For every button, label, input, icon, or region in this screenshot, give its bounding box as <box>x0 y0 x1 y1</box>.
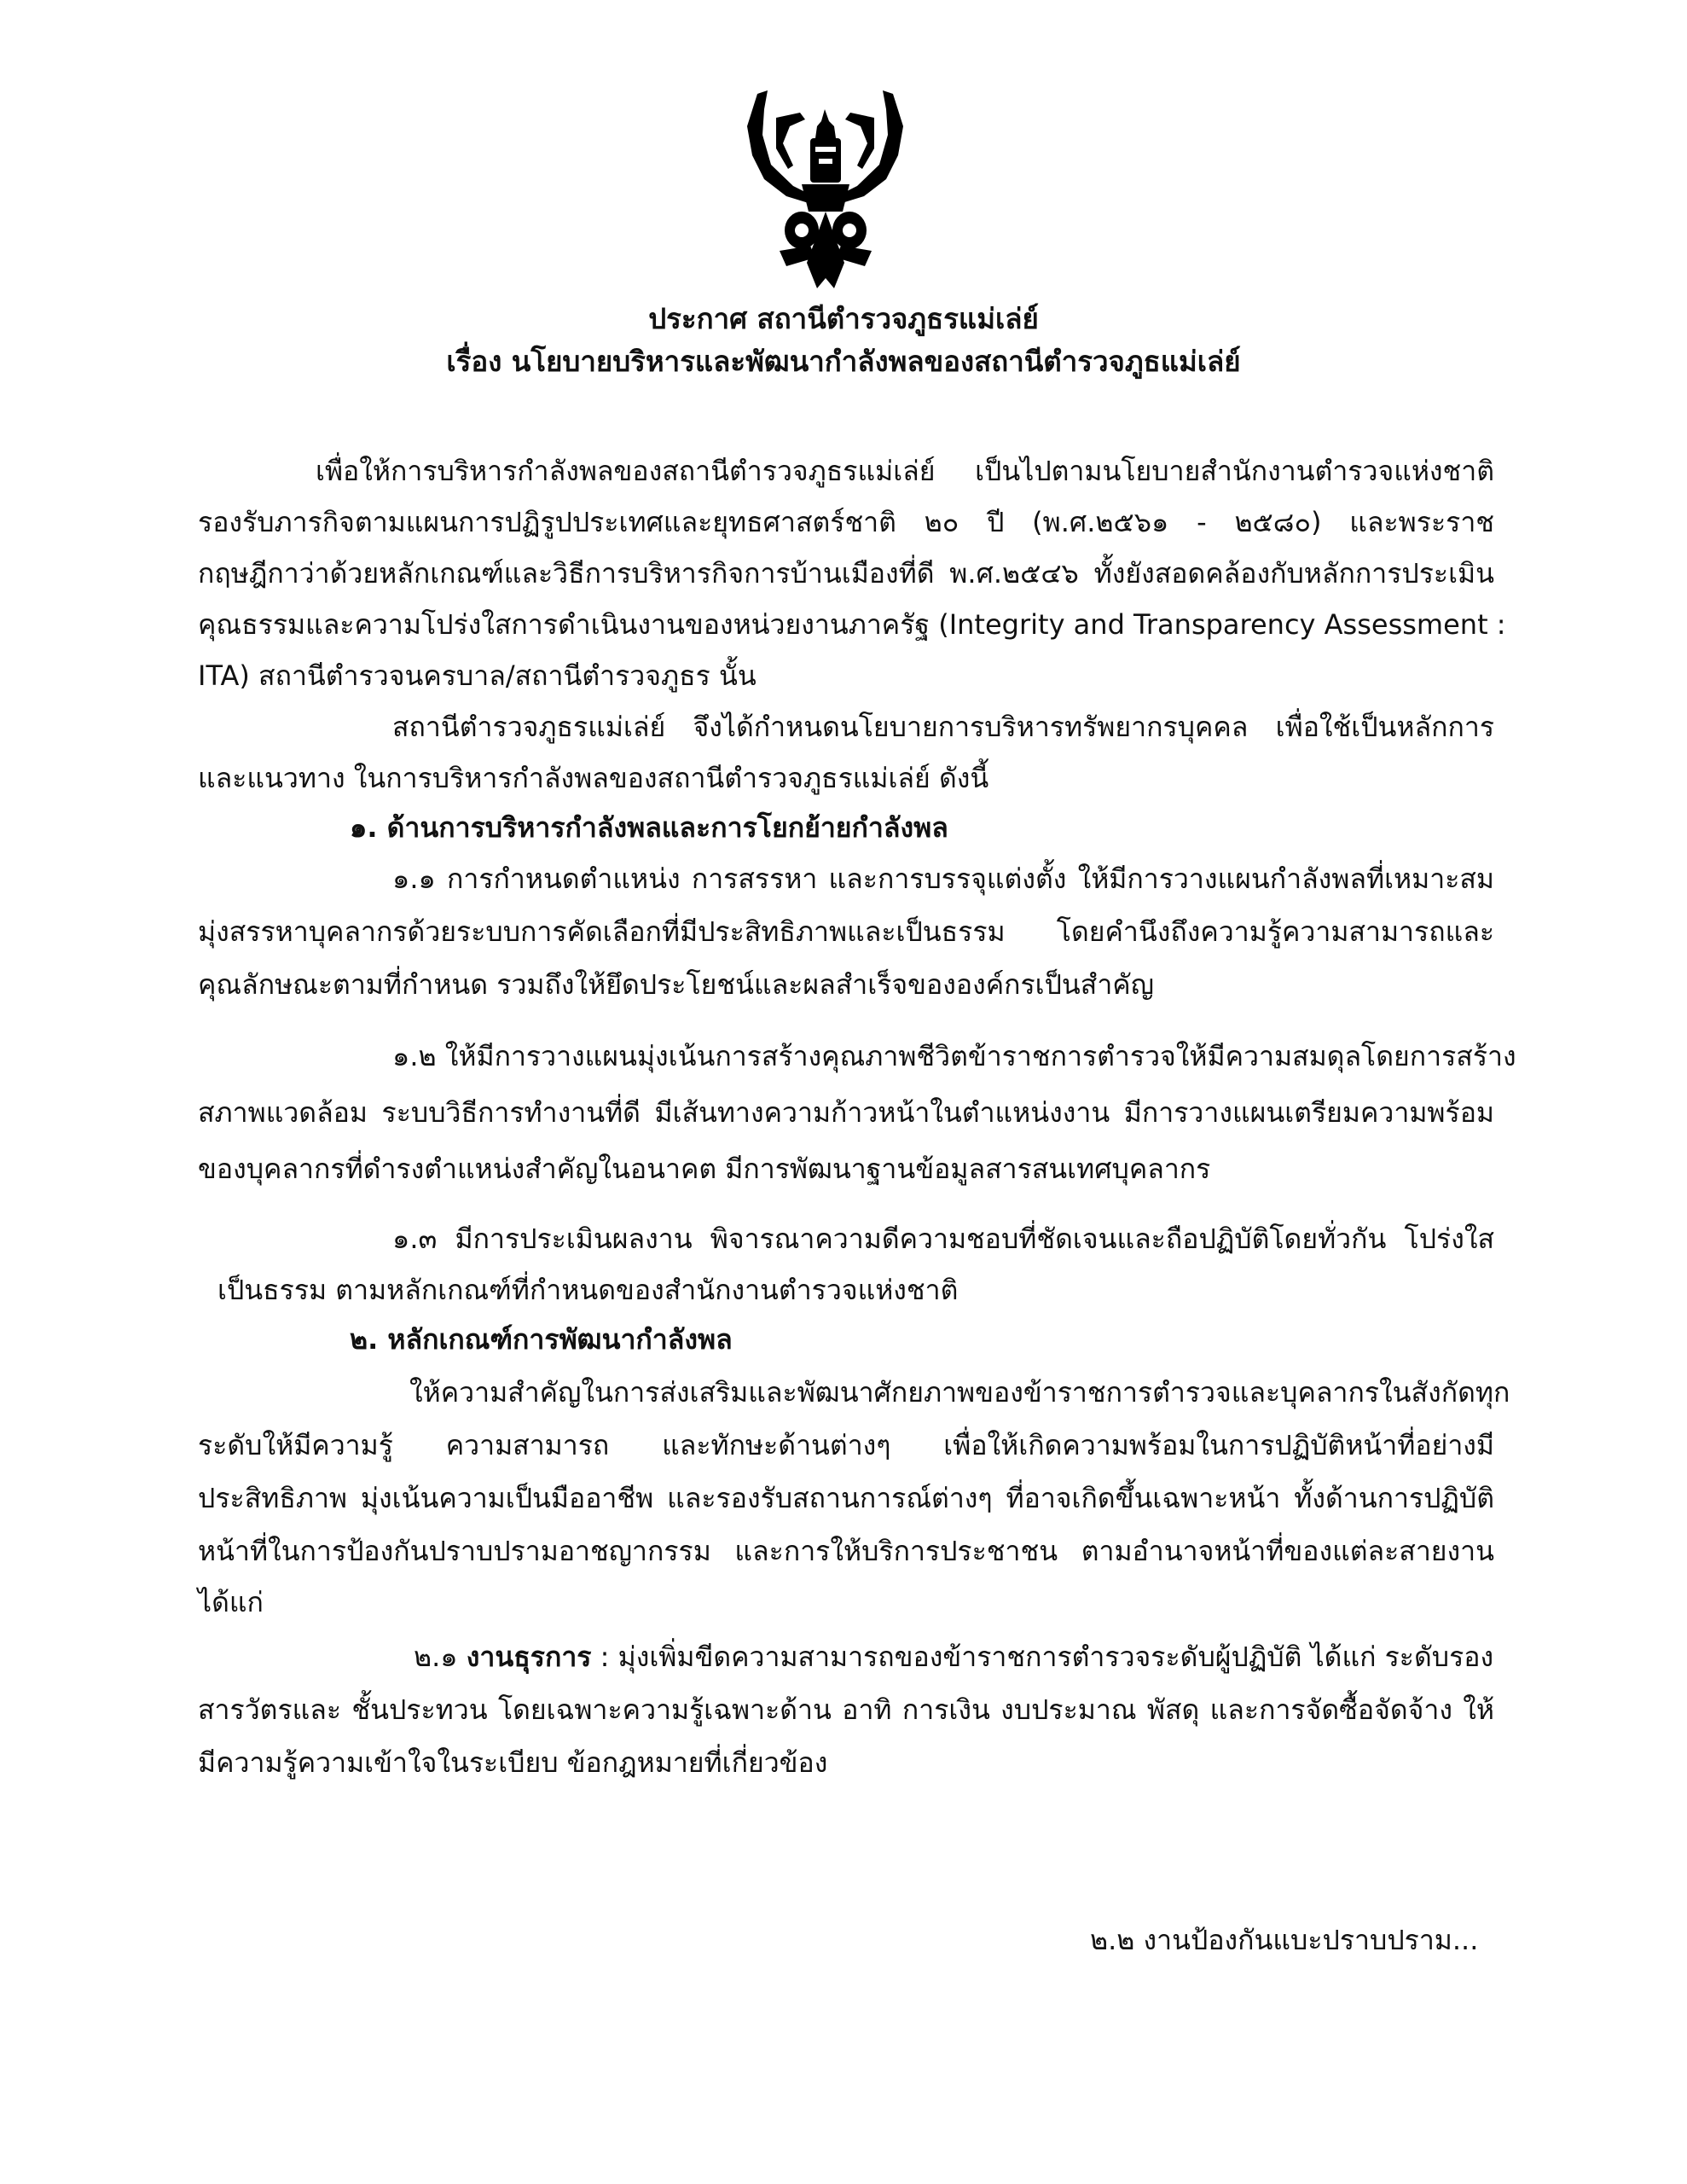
section-2-1-number: ๒.๑ <box>414 1641 458 1673</box>
section-1-2-line: ของบุคลากรที่ดำรงตำแหน่งสำคัญในอนาคต มีการพัฒนาฐานข้อมูลสารสนเทศบุคลากร <box>198 1153 1211 1185</box>
section-1-3-line: ๑.๓ มีการประเมินผลงาน พิจารณาความดีความชอบที่ชัดเจนและถือปฏิบัติโดยทั่วกัน โปร่งใส <box>392 1223 1494 1255</box>
section-2-intro-line: ระดับให้มีความรู้ ความสามารถ และทักษะด้านต่างๆ เพื่อให้เกิดความพร้อมในการปฏิบัติหน้าที่อย่างมี <box>198 1429 1494 1461</box>
intro-line: กฤษฎีกาว่าด้วยหลักเกณฑ์และวิธีการบริหารกิจการบ้านเมืองที่ดี พ.ศ.๒๕๔๖ ทั้งยังสอดคล้องกับหลักการประเมิน <box>198 557 1494 590</box>
garuda-emblem-icon <box>733 84 917 293</box>
continuation-note: ๒.๒ งานป้องกันแบะปราบปราม... <box>1090 1924 1479 1956</box>
intro-line: เพื่อให้การบริหารกำลังพลของสถานีตำรวจภูธรแม่เล่ย์ เป็นไปตามนโยบายสำนักงานตำรวจแห่งชาติ <box>316 455 1494 487</box>
intro-line: ITA) สถานีตำรวจนครบาล/สถานีตำรวจภูธร นั้น <box>198 659 757 692</box>
section-2-heading: ๒. หลักเกณฑ์การพัฒนากำลังพล <box>350 1323 733 1356</box>
section-1-3-line: เป็นธรรม ตามหลักเกณฑ์ที่กำหนดของสำนักงานตำรวจแห่งชาติ <box>217 1274 959 1306</box>
section-2-intro-line: ได้แก่ <box>198 1586 264 1618</box>
section-2-intro-line: หน้าที่ในการป้องกันปราบปรามอาชญากรรม และการให้บริการประชาชน ตามอำนาจหน้าที่ของแต่ละสายงาน <box>198 1535 1494 1567</box>
section-1-1-line: ๑.๑ การกำหนดตำแหน่ง การสรรหา และการบรรจุแต่งตั้ง ให้มีการวางแผนกำลังพลที่เหมาะสม <box>392 863 1494 895</box>
section-2-intro-line: ประสิทธิภาพ มุ่งเน้นความเป็นมืออาชีพ และรองรับสถานการณ์ต่างๆ ที่อาจเกิดขึ้นเฉพาะหน้า ทั้งด้านการปฏิบัติ <box>198 1482 1494 1514</box>
section-2-1-line: มีความรู้ความเข้าใจในระเบียบ ข้อกฎหมายที่เกี่ยวข้อง <box>198 1746 828 1779</box>
section-2-1-first-line <box>414 1638 1494 1676</box>
section-2-1-line: สารวัตรและ ชั้นประทวน โดยเฉพาะความรู้เฉพาะด้าน อาทิ การเงิน งบประมาณ พัสดุ และการจัดซื้อจัดจ้าง ให้ <box>198 1693 1494 1726</box>
section-2-1-label: งานธุรการ <box>466 1641 592 1673</box>
section-1-2-line: ๑.๒ ให้มีการวางแผนมุ่งเน้นการสร้างคุณภาพชีวิตข้าราชการตำรวจให้มีความสมดุลโดยการสร้าง <box>392 1040 1516 1072</box>
intro-line: รองรับภารกิจตามแผนการปฏิรูปประเทศและยุทธศาสตร์ชาติ ๒๐ ปี (พ.ศ.๒๕๖๑ - ๒๕๘๐) และพระราช <box>198 506 1494 538</box>
intro-line: คุณธรรมและความโปร่งใสการดำเนินงานของหน่วยงานภาครัฐ (Integrity and Transparency Assessment : <box>198 608 1506 641</box>
section-1-2-line: สภาพแวดล้อม ระบบวิธีการทำงานที่ดี มีเส้นทางความก้าวหน้าในตำแหน่งงาน มีการวางแผนเตรียมความพร้อม <box>198 1096 1494 1129</box>
section-2-1-text: : มุ่งเพิ่มขีดความสามารถของข้าราชการตำรวจระดับผู้ปฏิบัติ ได้แก่ ระดับรอง <box>591 1641 1494 1673</box>
policy-statement-line: และแนวทาง ในการบริหารกำลังพลของสถานีตำรวจภูธรแม่เล่ย์ ดังนี้ <box>198 762 989 794</box>
section-1-heading: ๑. ด้านการบริหารกำลังพลและการโยกย้ายกำลังพล <box>350 811 948 844</box>
announcement-subject: เรื่อง นโยบายบริหารและพัฒนากำลังพลของสถานีตำรวจภูธแม่เล่ย์ <box>446 345 1241 378</box>
policy-statement-line: สถานีตำรวจภูธรแม่เล่ย์ จึงได้กำหนดนโยบายการบริหารทรัพยากรบุคคล เพื่อใช้เป็นหลักการ <box>392 711 1494 743</box>
section-1-1-line: มุ่งสรรหาบุคลากรด้วยระบบการคัดเลือกที่มีประสิทธิภาพและเป็นธรรม โดยคำนึงถึงความรู้ความสามารถและ <box>198 915 1494 948</box>
section-2-intro-line: ให้ความสำคัญในการส่งเสริมและพัฒนาศักยภาพของข้าราชการตำรวจและบุคลากรในสังกัดทุก <box>409 1376 1510 1409</box>
announcement-title: ประกาศ สถานีตำรวจภูธรแม่เล่ย์ <box>648 302 1039 335</box>
section-1-1-line: คุณลักษณะตามที่กำหนด รวมถึงให้ยึดประโยชน์และผลสำเร็จขององค์กรเป็นสำคัญ <box>198 968 1154 1001</box>
